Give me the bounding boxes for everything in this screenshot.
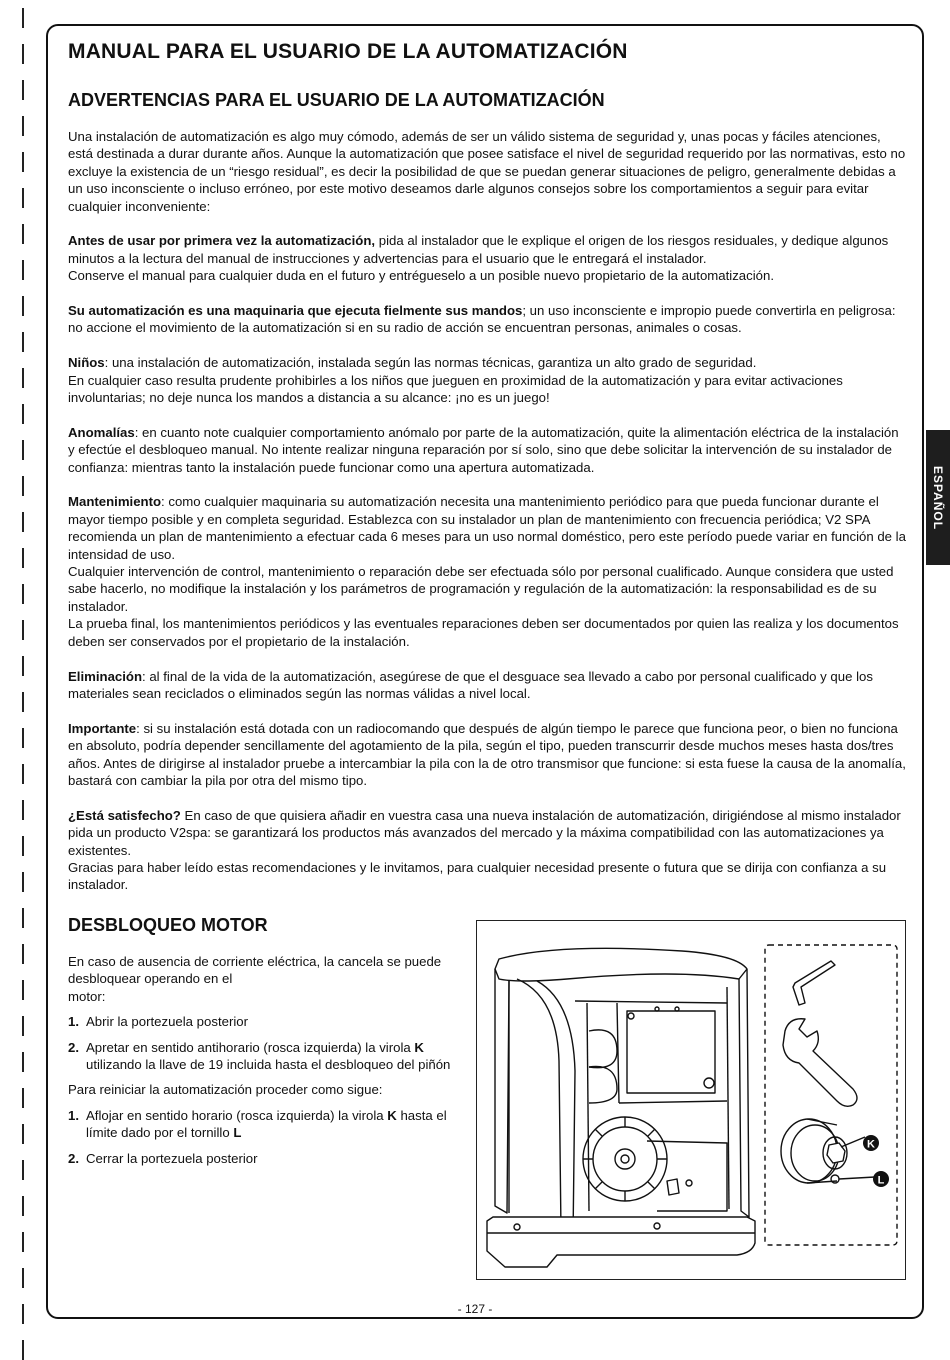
step-text: Apretar en sentido antihorario (rosca izquierda) la virola (86, 1039, 415, 1055)
paragraph-heading: Importante (68, 720, 137, 736)
binding-tick (22, 476, 24, 496)
unlock-step (68, 1039, 458, 1074)
paragraph-text: En cualquier caso resulta prudente prohibirles a los niños que jueguen en proximidad de la automatización y para evitar activaciones involuntarias; no deje nunca los mandos a distancia a su alcance: ¡no es un juego! (68, 372, 843, 406)
binding-tick (22, 44, 24, 64)
binding-tick (22, 944, 24, 964)
binding-tick (22, 1088, 24, 1108)
paragraph-heading: Antes de usar por primera vez la automatización, (68, 233, 376, 249)
binding-tick (22, 188, 24, 208)
binding-tick (22, 908, 24, 928)
paragraph-text: ; un uso inconsciente e impropio puede convertirla en peligrosa: no accione el movimiento de la automatización si en su radio de acción se encuentran personas, animales o cosas. (68, 303, 896, 336)
binding-tick (22, 332, 24, 352)
paragraph-important (68, 720, 906, 790)
binding-tick (22, 152, 24, 172)
paragraph-anomalies (68, 424, 906, 476)
step-text: Cerrar la portezuela posterior (86, 1150, 258, 1166)
paragraph-text: : si su instalación está dotada con un radiocomando que después de algún tiempo le parece que funciona peor, o bien no funciona en absoluto, podría depender sencillamente del agotamiento de la pila, según el tipo, pueden transcurrir desde muchos meses hasta dos/tres años. Antes de dirigirse al instalador pruebe a intercambiar la pila con la de otro transmisor que funcione: si esta fuese la causa de la anomalía, bastará con cambiar la pila por otra del mismo tipo. (68, 720, 906, 788)
paragraph-text: En caso de que quisiera añadir en vuestra casa una nueva instalación de automatización, dirigiéndose al mismo instalador pida un producto V2spa: se garantizará los productos más avanzados del mercado y la máxima compatibilidad con las automatizaciones ya existentes. (68, 807, 901, 858)
paragraph-first-use (68, 232, 906, 284)
binding-tick (22, 1196, 24, 1216)
binding-tick (22, 1016, 24, 1036)
paragraph-text: : como cualquier maquinaria su automatización necesita una mantenimiento periódico para que pueda funcionar durante el mayor tiempo posible y en completa seguridad. Establezca con su instalador un plan de mantenimiento con frecuencia periódica; V2 SPA recomienda un plan de mantenimiento a efectuar cada 6 meses para un uso normal doméstico, pero este período puede variar en función de la intensidad de uso. (68, 494, 906, 562)
paragraph-heading: Anomalías (68, 424, 135, 440)
binding-tick (22, 1052, 24, 1072)
paragraph-machinery (68, 302, 906, 337)
language-tab-label: ESPAÑOL (931, 465, 945, 530)
binding-tick (22, 1232, 24, 1252)
language-tab (926, 430, 950, 565)
binding-tick (22, 224, 24, 244)
binding-marks (22, 0, 26, 1343)
step-text: Aflojar en sentido horario (rosca izquierda) la virola (86, 1107, 388, 1123)
binding-tick (22, 8, 24, 28)
paragraph-text: : en cuanto note cualquier comportamiento anómalo por parte de la automatización, quite la alimentación eléctrica de la instalación y efectúe el desbloqueo manual. No intente realizar ninguna reparación por sí solo, sino que debe solicitar la intervención de su instalador de confianza: mientras tanto la instalación puede funcionar como una apertura automatizada. (68, 424, 899, 475)
reset-steps-list (68, 1107, 458, 1167)
binding-tick (22, 728, 24, 748)
reset-step (68, 1107, 458, 1142)
paragraph-text: La prueba final, los mantenimientos periódicos y las eventuales reparaciones deben ser documentados por quien las realiza y los documentos deben ser conservados por el propietario de la instalación. (68, 616, 899, 649)
motor-release-instructions (68, 953, 458, 1175)
binding-tick (22, 296, 24, 316)
binding-tick (22, 1124, 24, 1144)
paragraph-satisfied (68, 807, 906, 894)
step-number: 1. (68, 1014, 79, 1030)
binding-tick (22, 800, 24, 820)
binding-tick (22, 872, 24, 892)
unlock-step (68, 1013, 458, 1030)
paragraph-heading: Su automatización es una maquinaria que ejecuta fielmente sus mandos (68, 303, 523, 319)
page-title: MANUAL PARA EL USUARIO DE LA AUTOMATIZACIÓN (68, 40, 628, 63)
binding-tick (22, 836, 24, 856)
paragraph-text: pida al instalador que le explique el origen de los riesgos residuales, y dedique algunos minutos a la lectura del manual de instrucciones y advertencias para el usuario que le entregará el instalador. (68, 233, 889, 266)
paragraph-heading: Mantenimiento (68, 494, 162, 510)
binding-tick (22, 1268, 24, 1288)
paragraph-text: : al final de la vida de la automatización, asegúrese de que el desguace sea llevado a cabo por personal cualificado y que los materiales sean reciclados o eliminados según las normas válidas a nivel local. (68, 668, 873, 701)
callout-k-label: K (867, 1138, 875, 1151)
motor-intro-line: motor: (68, 988, 106, 1004)
binding-tick (22, 980, 24, 1000)
step-number: 2. (68, 1150, 79, 1166)
page-number: - 127 - (457, 1302, 493, 1316)
step-key-label: K (387, 1107, 397, 1123)
callout-l-label: L (877, 1174, 885, 1187)
binding-tick (22, 440, 24, 460)
step-text: hasta el límite dado por el tornillo (86, 1107, 447, 1141)
paragraph-text: Conserve el manual para cualquier duda en el futuro y entrégueselo a un posible nuevo propietario de la automatización. (68, 268, 774, 284)
binding-tick (22, 548, 24, 568)
reset-step (68, 1150, 458, 1167)
step-number: 2. (68, 1039, 79, 1055)
binding-tick (22, 260, 24, 280)
binding-tick (22, 1160, 24, 1180)
binding-tick (22, 404, 24, 424)
paragraph-heading: Eliminación (68, 668, 143, 684)
motor-intro (68, 953, 458, 1005)
reset-intro: Para reiniciar la automatización proceder como sigue: (68, 1082, 383, 1098)
binding-tick (22, 620, 24, 640)
binding-tick (22, 656, 24, 676)
binding-tick (22, 764, 24, 784)
unlock-steps-list (68, 1013, 458, 1073)
motor-intro-line: En caso de ausencia de corriente eléctrica, la cancela se puede (68, 954, 442, 969)
paragraph-disposal (68, 668, 906, 703)
binding-tick (22, 80, 24, 100)
paragraph-maintenance (68, 493, 906, 650)
warnings-body (68, 128, 906, 911)
binding-tick (22, 1340, 24, 1360)
paragraph-heading: Niños (68, 355, 105, 371)
binding-tick (22, 368, 24, 388)
step-text: Abrir la portezuela posterior (86, 1014, 248, 1030)
paragraph-text: Una instalación de automatización es algo muy cómodo, además de ser un válido sistema de seguridad y, unas pocas y fáciles atenciones, está destinada a durar durante años. Aunque la automatización que posee satisface el nivel de seguridad requerido por las normativas, esto no excluye la existencia de un “riesgo residual”, es decir la posibilidad de que se puedan generar situaciones de peligro, generalmente debidas a un uso inconsciente o incluso erróneo, por este motivo deseamos darle algunos consejos sobre los comportamientos a seguir para evitar cualquier inconveniente: (68, 129, 906, 214)
paragraph-text: : una instalación de automatización, instalada según las normas técnicas, garantiza un alto grado de seguridad. (104, 355, 757, 371)
motor-illustration (476, 920, 906, 1280)
step-text: utilizando la llave de 19 incluida hasta el desbloqueo del piñón (86, 1057, 451, 1073)
binding-tick (22, 584, 24, 604)
step-number: 1. (68, 1107, 79, 1123)
binding-tick (22, 692, 24, 712)
section-title-warnings: ADVERTENCIAS PARA EL USUARIO DE LA AUTOMATIZACIÓN (68, 90, 605, 110)
step-key-label: L (233, 1125, 242, 1141)
paragraph-text: Gracias para haber leído estas recomendaciones y le invitamos, para cualquier necesidad presente o futura que se dirija con confianza a su instalador. (68, 859, 887, 893)
binding-tick (22, 512, 24, 532)
paragraph-children (68, 354, 906, 406)
paragraph-text: Cualquier intervención de control, mantenimiento o reparación debe ser efectuada sólo por personal cualificado. Aunque considera que usted sabe hacerlo, no modifique la instalación y los parámetros de programación y regulación de la automatización: la responsabilidad es de su instalador. (68, 564, 894, 614)
motor-intro-line: desbloquear operando en el (68, 971, 233, 987)
binding-tick (22, 116, 24, 136)
motor-illustration-drawing (477, 921, 907, 1281)
paragraph-heading: ¿Está satisfecho? (68, 807, 181, 823)
paragraph-intro (68, 128, 906, 215)
step-key-label: K (414, 1039, 424, 1055)
section-title-motor-release: DESBLOQUEO MOTOR (68, 915, 268, 935)
